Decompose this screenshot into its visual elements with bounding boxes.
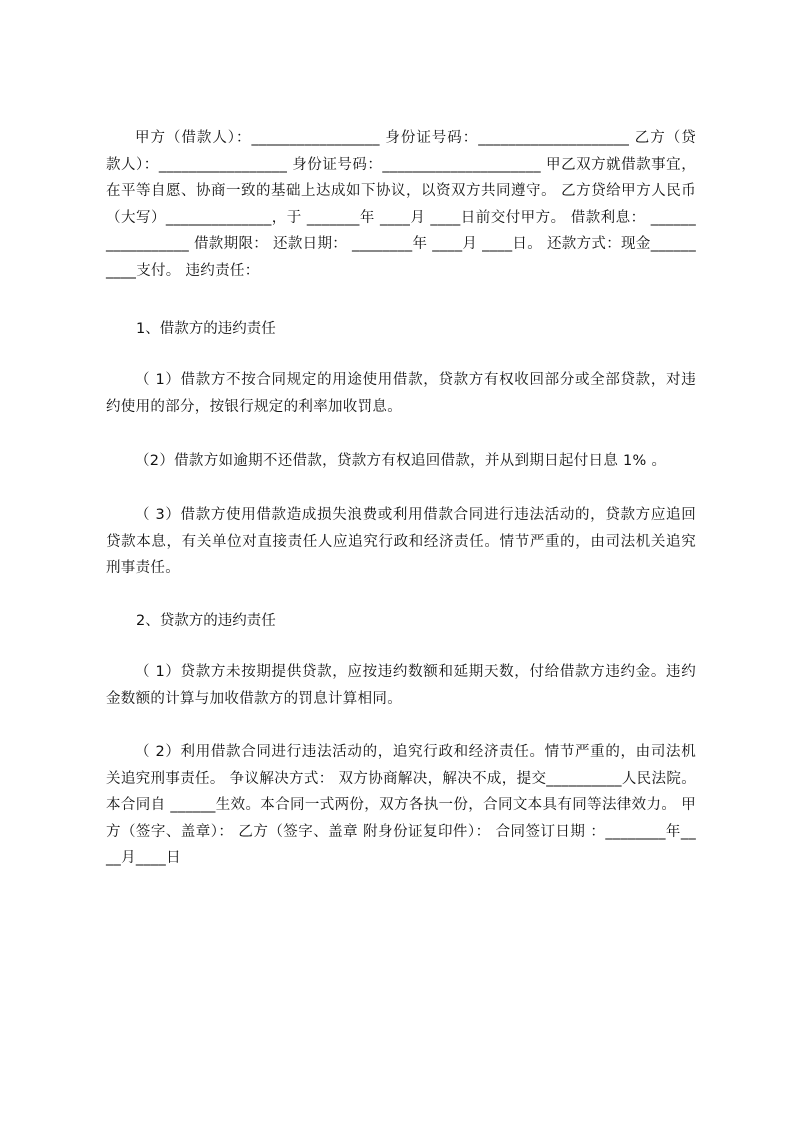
section-1-heading: 1、借款方的违约责任 [136, 321, 276, 337]
section-2-heading: 2、贷款方的违约责任 [136, 613, 276, 629]
lender-clause-1: （ 1）贷款方未按期提供贷款，应按违约数额和延期天数，付给借款方违约金。违约金数额的计算与加收借款方的罚息计算相同。 [106, 664, 696, 707]
borrower-clause-2: （2）借款方如逾期不还借款，贷款方有权追回借款，并从到期日起付日息 1% 。 [135, 453, 667, 469]
borrower-clause-3: （ 3）借款方使用借款造成损失浪费或利用借款合同进行违法活动的，贷款方应追回贷款本息，有关单位对直接责任人应追究行政和经济责任。情节严重的，由司法机关追究刑事责任。 [106, 507, 696, 576]
lender-clause-2-and-closing: （ 2）利用借款合同进行违法活动的，追究行政和经济责任。情节严重的，由司法机关追究刑事责任。 争议解决方式： 双方协商解决，解决不成，提交__________人民法院。 本合同自 ______生效。本合同一式两份，双方各执一份，合同文本具有同等法律效力。 甲方（签字、盖章）： 乙方（签字、盖章 附身份证复印件）： 合同签订日期 ：________年____月____日 [106, 744, 696, 866]
borrower-clause-1: （ 1）借款方不按合同规定的用途使用借款，贷款方有权收回部分或全部贷款，对违约使用的部分，按银行规定的利率加收罚息。 [106, 372, 696, 415]
contract-intro-paragraph: 甲方（借款人）：_________________ 身份证号码：____________________ 乙方（贷款人）：_________________ 身份证号码：_____________________ 甲乙双方就借款事宜，在平等自愿、协商一致的基础上达成如下协议，以资双方共同遵守。 乙方贷给甲方人民币（大写）______________，于 _______年 ____月 ____日前交付甲方。 借款利息： _________________ 借款期限： 还款日期： ________年 ____月 ____日。 还款方式：现金__________支付。 违约责任： [106, 130, 696, 279]
